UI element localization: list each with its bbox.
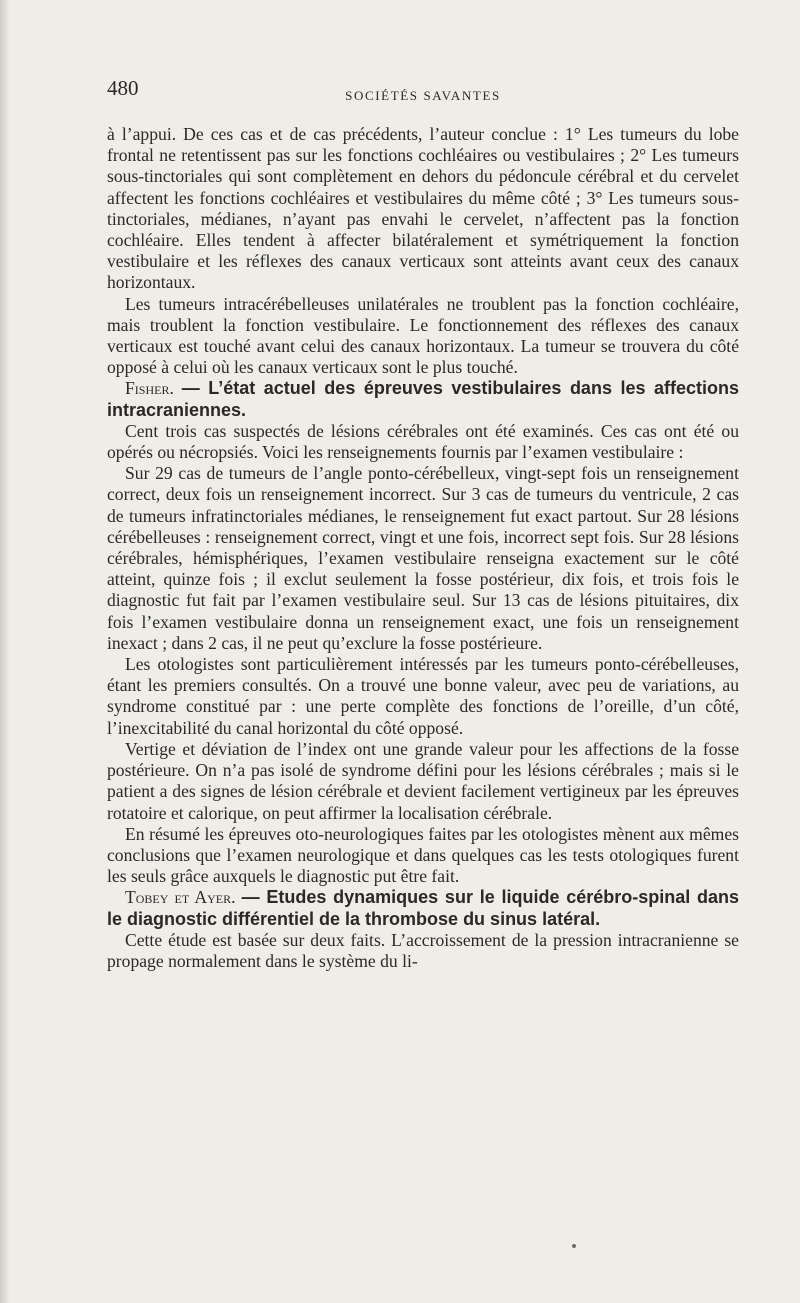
page-binding-shadow (0, 0, 10, 1303)
paragraph: Cette étude est basée sur deux faits. L’accroissement de la pression intracranienne se propage normalement dans le système du li- (107, 929, 739, 971)
article-author: Tobey et Ayer. (125, 887, 236, 908)
article-title: — L’état actuel des épreuves vestibulaires dans les affections intracraniennes. (107, 378, 739, 420)
paragraph: Les tumeurs intracérébelleuses unilatérales ne troublent pas la fonction cochléaire, mais troublent la fonction vestibulaire. Le fonctionnement des réflexes des canaux verticaux est touché avant celui des canaux horizontaux. La tumeur se trouvera du côté opposé à celui où les canaux verticaux sont le plus touché. (107, 293, 739, 378)
page-number: 480 (107, 76, 139, 100)
paragraph: Les otologistes sont particulièrement intéressés par les tumeurs ponto-cérébelleuses, étant les premiers consultés. On a trouvé une bonne valeur, avec peu de variations, au syndrome constitué par : une perte complète des fonctions de l’oreille, d’un côté, l’inexcitabilité du canal horizontal du côté opposé. (107, 654, 739, 738)
article-heading (107, 887, 739, 929)
paragraph: Cent trois cas suspectés de lésions cérébrales ont été examinés. Ces cas ont été ou opérés ou nécropsiés. Voici les renseignements fournis par l’examen vestibulaire : (107, 420, 739, 463)
running-head: SOCIÉTÉS SAVANTES (345, 88, 501, 103)
paragraph: à l’appui. De ces cas et de cas précédents, l’auteur conclue : 1° Les tumeurs du lobe frontal ne retentissent pas sur les fonctions cochléaires ou vestibulaires ; 2° Les tumeurs sous-tinctoriales qui sont complètement en dehors du pédoncule cérébral et du cervelet affectent les fonctions cochléaires et vestibulaires du même côté ; 3° Les tumeurs sous-tinctoriales, médianes, n’ayant pas envahi le cervelet, n’affectent pas la fonction cochléaire. Elles tendent à affecter bilatéralement et symétriquement la fonction vestibulaire et les réflexes des canaux verticaux sont atteints avant ceux des canaux horizontaux. (107, 124, 739, 293)
paragraph: Sur 29 cas de tumeurs de l’angle ponto-cérébelleux, vingt-sept fois un renseignement correct, deux fois un renseignement incorrect. Sur 3 cas de tumeurs du ventricule, 2 cas de tumeurs infratinctoriales médianes, le renseignement fut exact partout. Sur 28 lésions cérébelleuses : renseignement correct, vingt et une fois, incorrect sept fois. Sur 28 lésions cérébrales, hémisphériques, l’examen vestibulaire renseigna exactement sur le côté atteint, quinze fois ; il exclut seulement la fosse postérieur, dix fois, et trois fois le diagnostic fut fait par l’examen vestibulaire seul. Sur 13 cas de lésions pituitaires, dix fois l’examen vestibulaire donna un renseignement exact, une fois un renseignement inexact ; dans 2 cas, il ne peut qu’exclure la fosse postérieure. (107, 463, 739, 653)
article-title: — Etudes dynamiques sur le liquide cérébro-spinal dans le diagnostic différentiel de la thrombose du sinus latéral. (107, 887, 739, 929)
paragraph: En résumé les épreuves oto-neurologiques faites par les otologistes mènent aux mêmes conclusions que l’examen neurologique et dans quelques cas les tests otologiques furent les seuls grâce auxquels le diagnostic put être fait. (107, 823, 739, 887)
page-header (107, 76, 739, 106)
article-author: Fisher. (125, 378, 174, 399)
article-heading (107, 378, 739, 420)
paragraph: Vertige et déviation de l’index ont une grande valeur pour les affections de la fosse postérieure. On n’a pas isolé de syndrome défini pour les lésions cérébrales ; mais si le patient a des signes de lésion cérébrale et devient facilement vertigineux par les épreuves rotatoire et calorique, on peut affirmer la localisation cérébrale. (107, 738, 739, 823)
page-body (107, 124, 739, 972)
scan-speck (572, 1244, 576, 1248)
